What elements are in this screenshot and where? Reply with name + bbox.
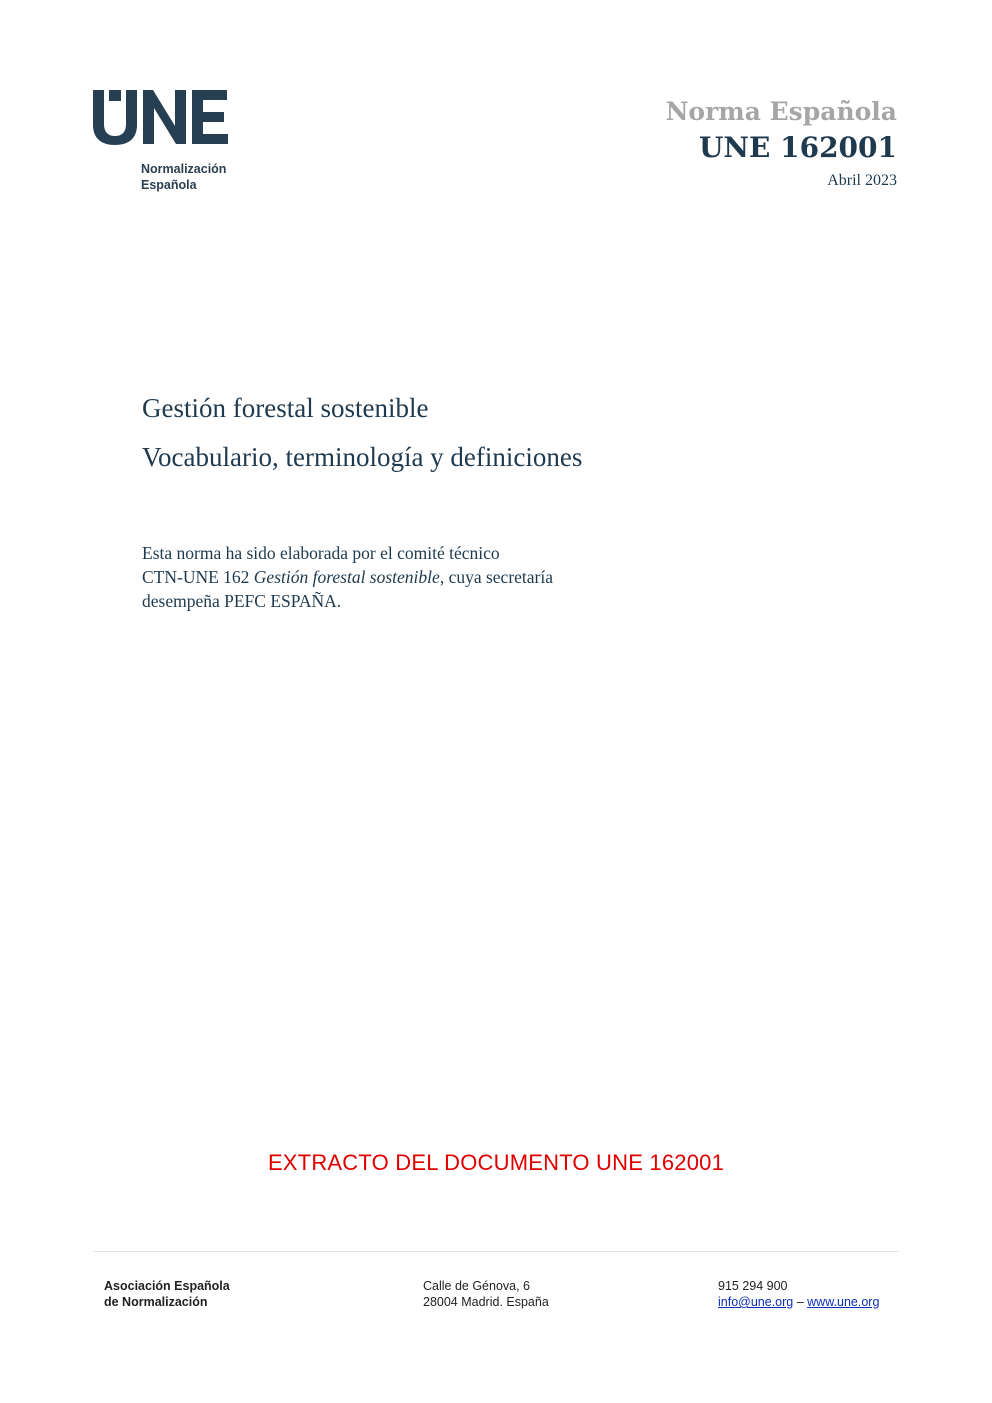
footer-address-line2: 28004 Madrid. España [423, 1295, 549, 1309]
une-logo [93, 88, 243, 198]
committee-line2-suffix: , cuya secretaría [439, 567, 553, 587]
extract-notice: EXTRACTO DEL DOCUMENTO UNE 162001 [267, 1150, 725, 1175]
logo-subtitle-line2: Española [141, 178, 197, 192]
committee-line2 [142, 565, 662, 589]
norma-code: UNE 162001 [699, 131, 897, 164]
norma-label: Norma Española [665, 97, 897, 126]
website-link[interactable]: www.une.org [807, 1295, 880, 1309]
footer-org-line2: de Normalización [104, 1295, 208, 1309]
committee-line1: Esta norma ha sido elaborada por el comité técnico [142, 543, 500, 563]
logo-subtitle-line1: Normalización [141, 162, 227, 176]
footer-address-line1: Calle de Génova, 6 [423, 1279, 531, 1293]
footer-org-line1: Asociación Española [104, 1279, 230, 1293]
email-link[interactable]: info@une.org [718, 1295, 794, 1309]
committee-line2-prefix: CTN-UNE 162 [142, 567, 254, 587]
footer-address [423, 1278, 549, 1310]
footer-contact [718, 1278, 879, 1310]
title-line2: Vocabulario, terminología y definiciones [142, 442, 583, 472]
committee-statement [142, 541, 662, 613]
standard-header [666, 96, 897, 190]
footer-links [718, 1294, 879, 1310]
document-title [142, 384, 582, 482]
une-logo-mark [93, 88, 229, 146]
publication-date: Abril 2023 [827, 172, 897, 189]
footer-divider [93, 1251, 899, 1252]
title-line1: Gestión forestal sostenible [142, 393, 429, 423]
footer-link-separator: – [793, 1295, 808, 1309]
footer-organization [104, 1278, 230, 1310]
committee-line3: desempeña PEFC ESPAÑA. [142, 591, 342, 611]
logo-subtitle [141, 161, 226, 193]
committee-name: Gestión forestal sostenible [253, 567, 440, 587]
footer-phone: 915 294 900 [718, 1279, 788, 1293]
